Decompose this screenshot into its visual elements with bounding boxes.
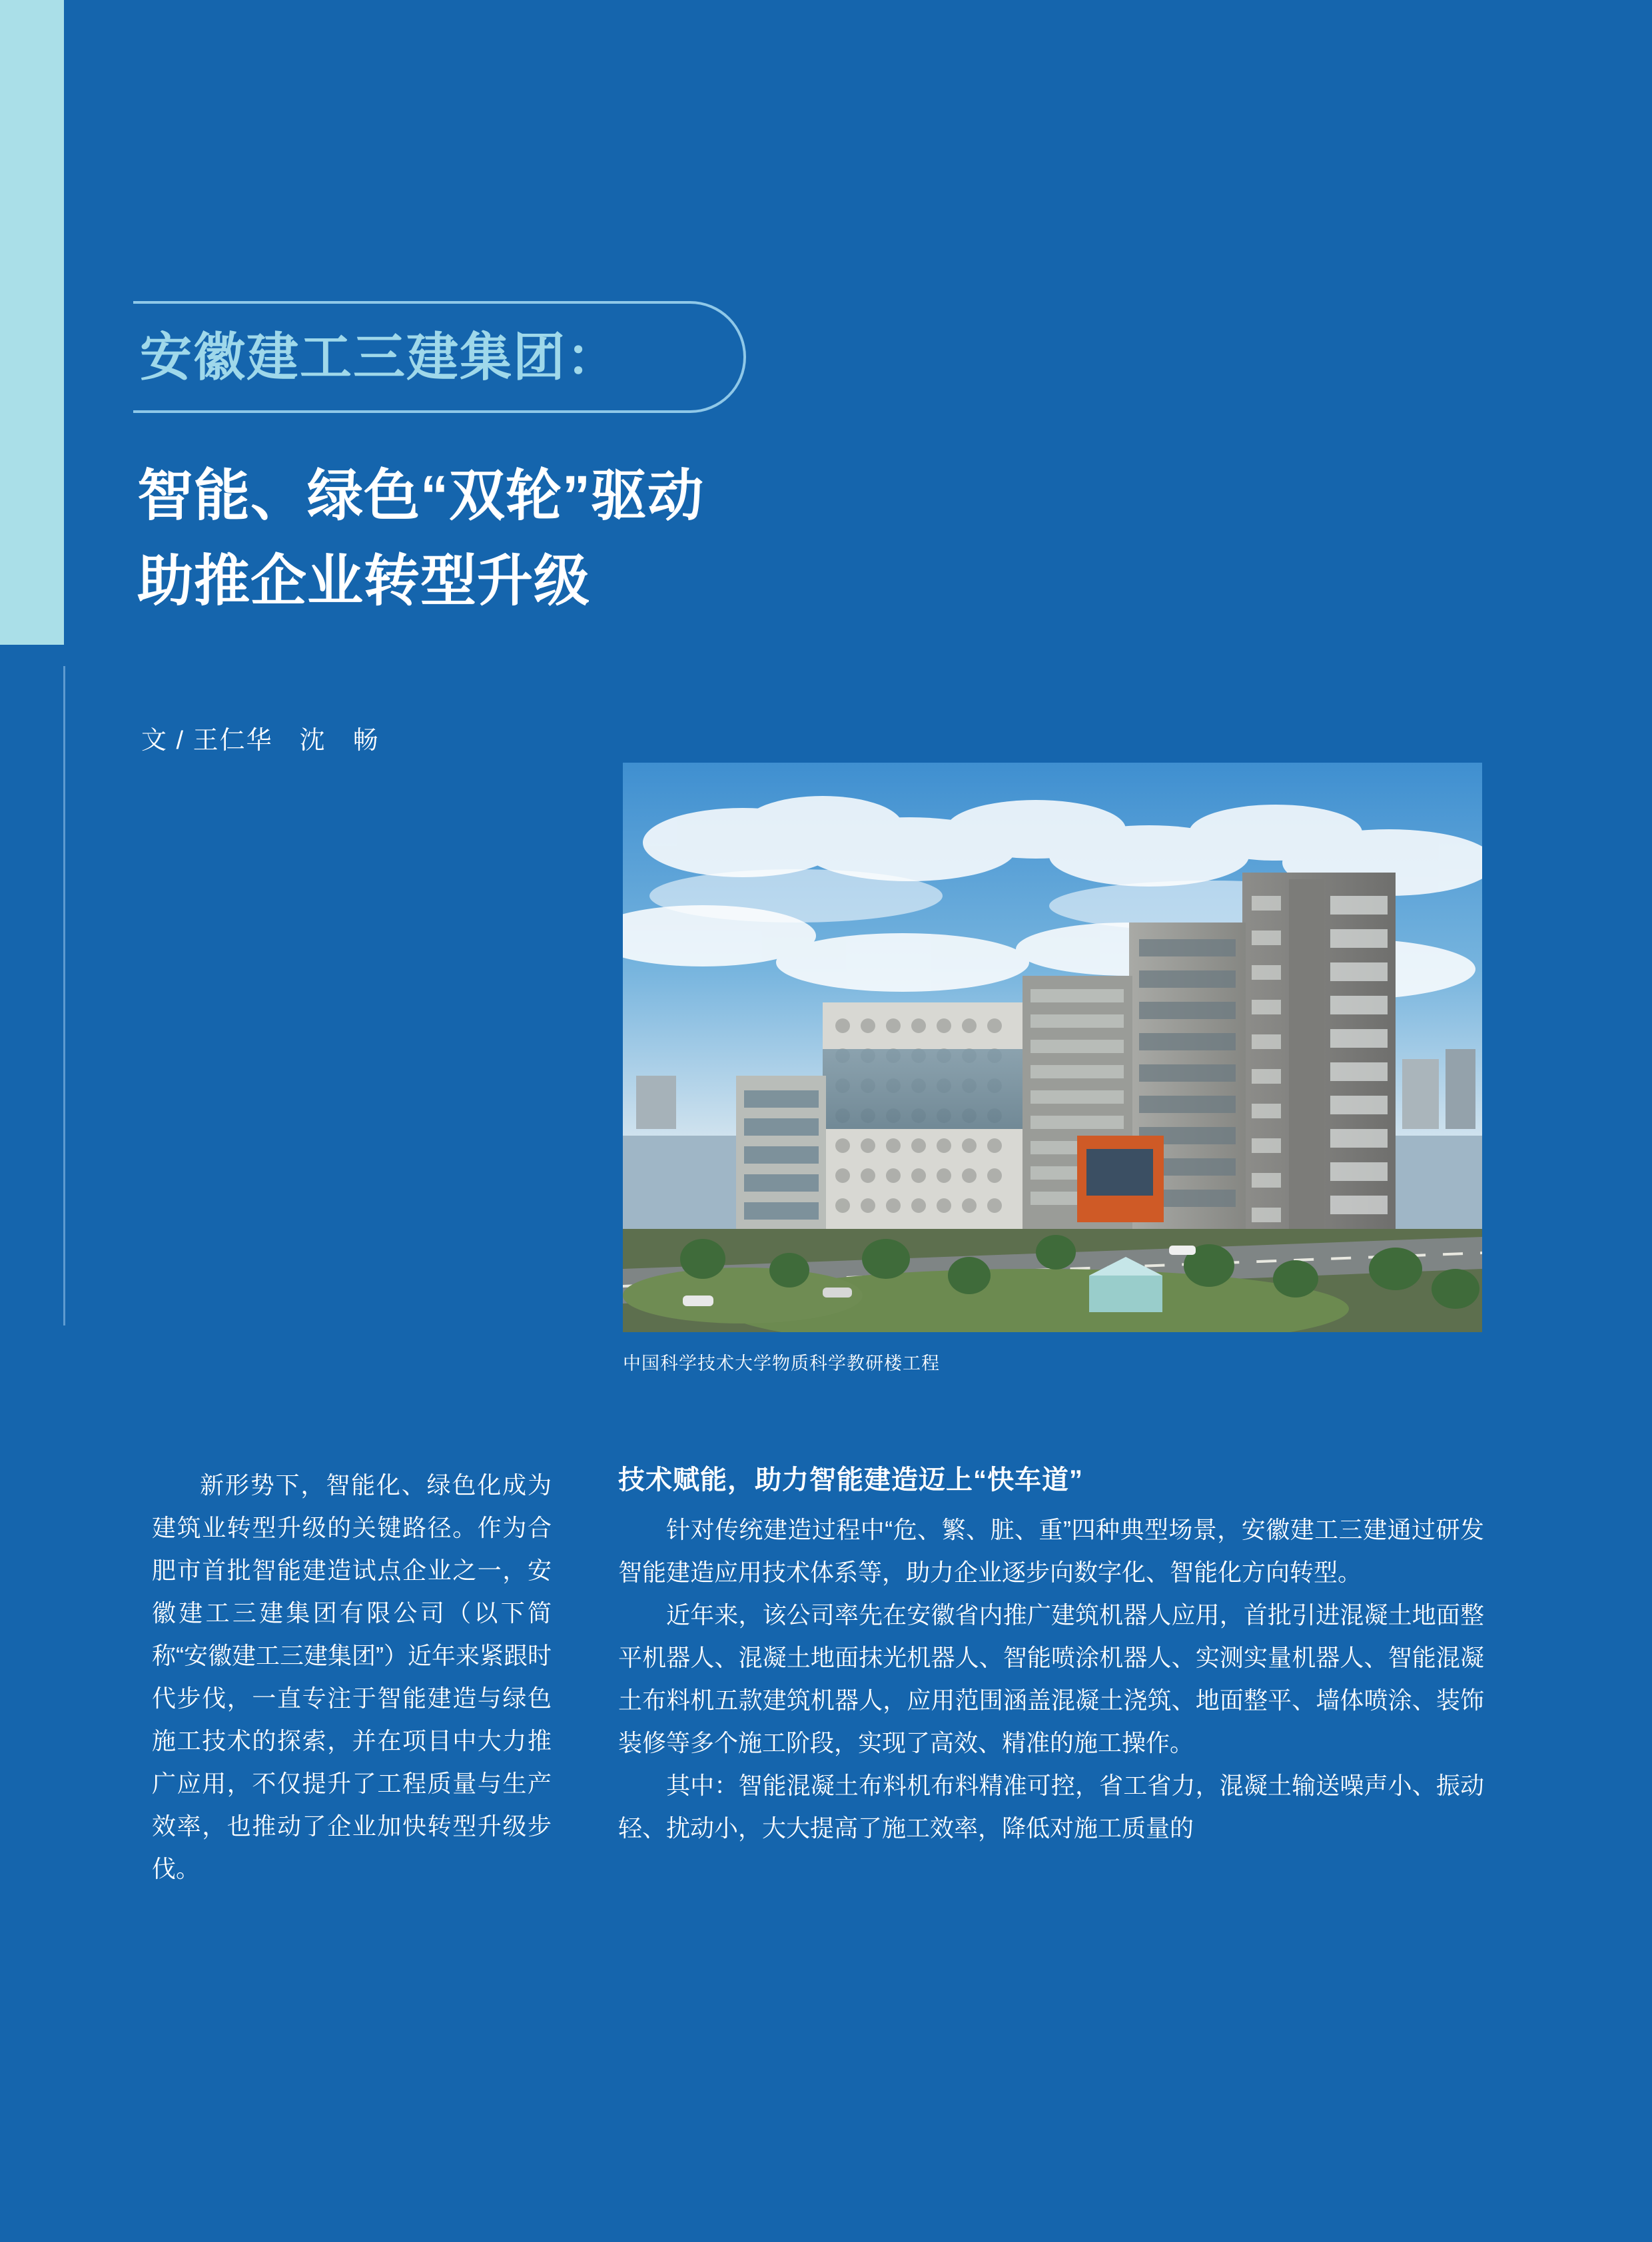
paragraph: 其中：智能混凝土布料机布料精准可控，省工省力，混凝土输送噪声小、振动轻、扰动小，大大提高了施工效率，降低对施工质量的 <box>618 1772 1484 1842</box>
left-accent-bar <box>0 0 64 645</box>
section-subhead: 技术赋能，助力智能建造迈上“快车道” <box>618 1465 1083 1495</box>
paragraph: 新形势下，智能化、绿色化成为建筑业转型升级的关键路径。作为合肥市首批智能建造试点企业之一，安徽建工三建集团有限公司（以下简称“安徽建工三建集团”）近年来紧跟时代步伐，一直专注于智能建造与绿色施工技术的探索，并在项目中大力推广应用，不仅提升了工程质量与生产效率，也推动了企业加快转型升级步伐。 <box>152 1471 552 1882</box>
paragraph: 针对传统建造过程中“危、繁、脏、重”四种典型场景，安徽建工三建通过研发智能建造应用技术体系等，助力企业逐步向数字化、智能化方向转型。 <box>618 1516 1484 1586</box>
paragraph: 近年来，该公司率先在安徽省内推广建筑机器人应用，首批引进混凝土地面整平机器人、混凝土地面抹光机器人、智能喷涂机器人、实测实量机器人、智能混凝土布料机五款建筑机器人，应用范围涵盖混凝土浇筑、地面整平、墙体喷涂、装饰装修等多个施工阶段，实现了高效、精准的施工操作。 <box>618 1601 1484 1756</box>
kicker-text: 安徽建工三建集团： <box>140 328 620 386</box>
headline-line-2: 助推企业转型升级 <box>137 550 591 612</box>
photo-illustration <box>623 763 1482 1332</box>
figure-caption: 中国科学技术大学物质科学教研楼工程 <box>623 1353 940 1373</box>
page-title <box>137 453 1136 623</box>
headline-line-1: 智能、绿色“双轮”驱动 <box>137 464 705 527</box>
body-column-left <box>152 1464 552 1890</box>
left-vertical-rule <box>63 666 65 1325</box>
kicker-container <box>133 301 746 413</box>
article-photo <box>623 763 1482 1332</box>
byline: 文 / 王仁华 沈 畅 <box>141 727 380 755</box>
body-column-right <box>618 1459 1484 1850</box>
